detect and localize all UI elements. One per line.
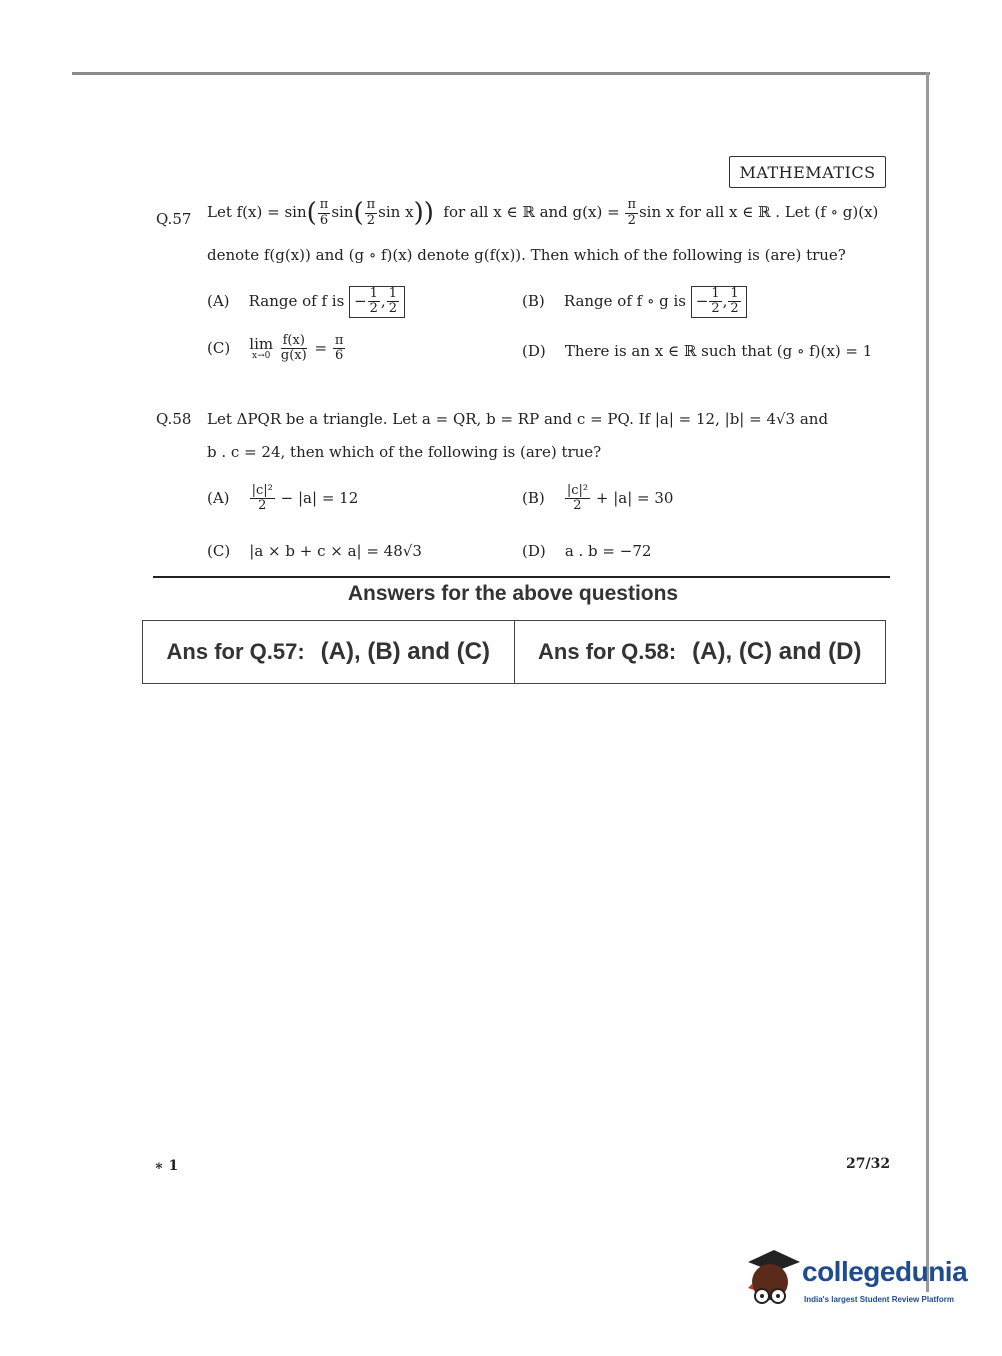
top-border-line <box>72 72 930 75</box>
q58-option-b: (B) $\frac{\text{|c|²}}{2}$ + |a| = 30 <box>522 483 674 514</box>
q58-line1: Let ΔPQR be a triangle. Let a = QR, b = RP and c = PQ. If |a| = 12, |b| = 4√3 and <box>207 410 829 428</box>
q57-pi6-frac: $\frac{\pi}{6}$ <box>334 333 344 364</box>
brand-name: collegedunia <box>802 1256 968 1287</box>
question-number-57: Q.57 <box>156 210 192 228</box>
footer-left-mark: ∗ 1 <box>154 1158 179 1174</box>
q57-option-b: (B) Range of f ∘ g is − $\frac{1}{2}$ , $\frac{1}{2}$ <box>522 286 747 318</box>
q57-mid: for all x ∈ ℝ and g(x) = <box>443 203 620 221</box>
right-border-line <box>926 72 929 1292</box>
answer-cell-q57 <box>143 621 514 683</box>
subject-label: MATHEMATICS <box>729 156 886 188</box>
collegedunia-logo <box>744 1248 974 1318</box>
page-number: 27/32 <box>846 1156 891 1172</box>
answer-value-q58: (A), (C) and (D) <box>692 638 862 665</box>
q57-option-a: (A) Range of f is − $\frac{1}{2}$ , $\frac{1}{2}$ <box>207 286 405 318</box>
q57-lead: Let f(x) = sin <box>207 203 307 221</box>
q57-option-d: (D) There is an x ∈ ℝ such that (g ∘ f)(x) = 1 <box>522 342 873 360</box>
answers-title: Answers for the above questions <box>347 582 679 605</box>
q57-option-c: (C) lim x→0 $\frac{f(x)}{g(x)}$ = $\frac{\pi}{6}$ <box>207 333 344 364</box>
answer-label-q57: Ans for Q.57: <box>166 639 305 664</box>
q57-line2: denote f(g(x)) and (g ∘ f)(x) denote g(f(x)). Then which of the following is (are) true? <box>207 246 846 264</box>
q57-g-frac: $\frac{\pi}{2}$ <box>627 197 636 228</box>
q58-option-a: (A) $\frac{\text{|c|²}}{2}$ − |a| = 12 <box>207 483 359 514</box>
question-number-58: Q.58 <box>156 410 192 428</box>
mascot-icon <box>744 1248 802 1316</box>
q57-range-b: − $\frac{1}{2}$ , $\frac{1}{2}$ <box>691 286 747 318</box>
q57-line1: Let f(x) = sin( $\frac{\pi}{6}$ sin( $\frac{\pi}{2}$ sin x)) for all x ∈ ℝ and g(x) = $\frac{\pi}{2}$ sin x for all x ∈ ℝ . Let (f ∘ g)(x) <box>207 197 879 228</box>
q57-range-a: − $\frac{1}{2}$ , $\frac{1}{2}$ <box>349 286 405 318</box>
q57-frac-pi-2: $\frac{\pi}{2}$ <box>366 197 376 228</box>
answers-table <box>142 620 886 684</box>
q57-frac-pi-6: $\frac{\pi}{6}$ <box>319 197 329 228</box>
q58-option-c: (C) |a × b + c × a| = 48√3 <box>207 542 422 560</box>
q57-fg-frac: $\frac{f(x)}{g(x)}$ <box>280 333 307 364</box>
q57-g: sin x for all x ∈ ℝ . Let (f ∘ g)(x) <box>638 203 879 221</box>
q58-line2: b . c = 24, then which of the following is (are) true? <box>207 443 602 461</box>
answer-value-q57: (A), (B) and (C) <box>320 638 490 665</box>
answer-label-q58: Ans for Q.58: <box>538 639 677 664</box>
answer-cell-q58 <box>514 621 886 683</box>
q58-option-d: (D) a . b = −72 <box>522 542 652 560</box>
q57-limit: lim x→0 <box>249 334 274 361</box>
brand-tagline: India's largest Student Review Platform <box>804 1295 954 1304</box>
